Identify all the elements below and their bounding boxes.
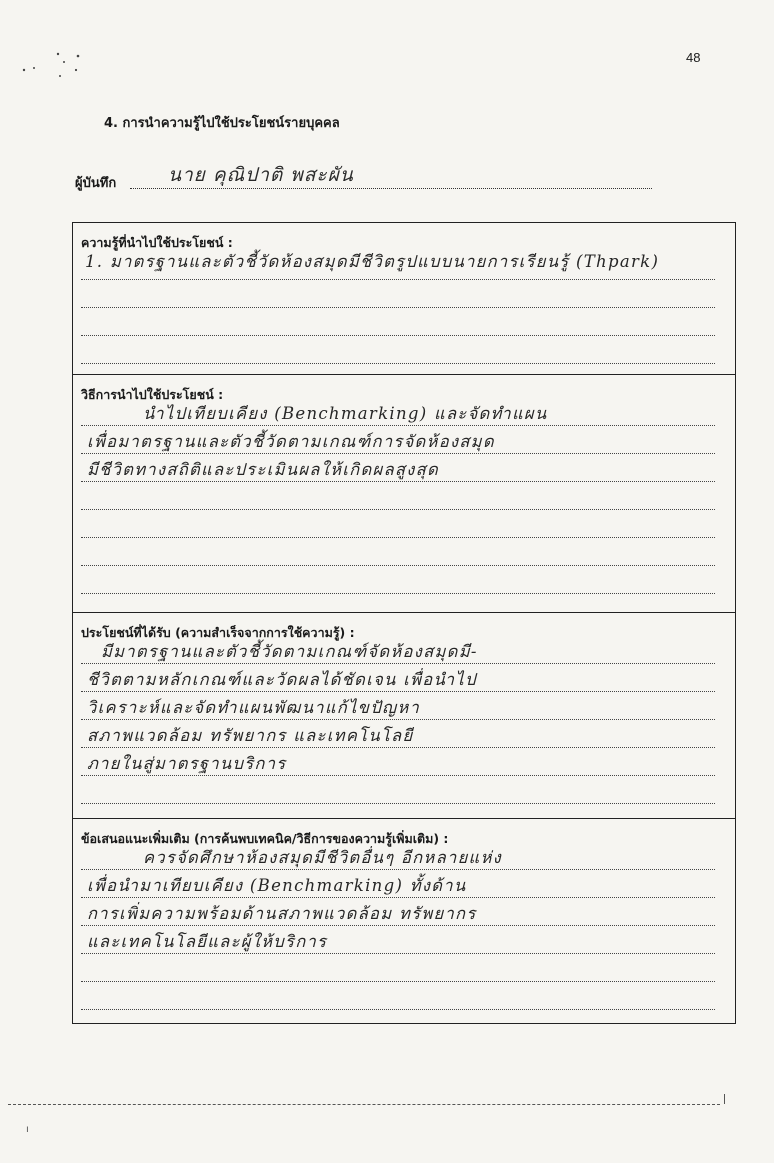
suggestions-handwriting-line: การเพิ่มความพร้อมด้านสภาพแวดล้อม ทรัพยากร — [87, 904, 477, 923]
suggestions-handwriting-line: เพื่อนำมาเทียบเคียง (Benchmarking) ทั้งด้าน — [87, 876, 467, 895]
dotted-line — [81, 593, 715, 594]
suggestions-handwriting-line: และเทคโนโลยีและผู้ให้บริการ — [87, 932, 328, 951]
knowledge-used-section — [73, 223, 735, 375]
application-method-handwriting-line: นำไปเทียบเคียง (Benchmarking) และจัดทำแผน — [143, 404, 548, 423]
dotted-line — [81, 335, 715, 336]
application-method-handwriting-line: เพื่อมาตรฐานและตัวชี้วัดตามเกณฑ์การจัดห้องสมุด — [87, 432, 495, 451]
knowledge-used-title: ความรู้ที่นำไปใช้ประโยชน์ : — [81, 235, 233, 250]
recorder-name-handwriting: นาย คุณิปาติ พสะผัน — [168, 164, 354, 186]
dotted-line — [81, 279, 715, 280]
benefits-handwriting-line: ภายในสู่มาตรฐานบริการ — [87, 754, 287, 773]
recorder-label: ผู้บันทึก — [75, 176, 117, 191]
section-heading: 4. การนำความรู้ไปใช้ประโยชน์รายบุคคล — [104, 116, 340, 131]
application-method-section — [73, 375, 735, 613]
application-method-handwriting-line: มีชีวิตทางสถิติและประเมินผลให้เกิดผลสูงสุด — [87, 460, 439, 479]
suggestions-handwriting-line: ควรจัดศึกษาห้องสมุดมีชีวิตอื่นๆ อีกหลายแห่ง — [143, 848, 502, 867]
knowledge-used-handwriting: 1. มาตรฐานและตัวชี้วัดห้องสมุดมีชีวิตรูปแบบนายการเรียนรู้ (Thpark) — [85, 252, 660, 271]
corner-mark — [712, 1094, 725, 1104]
scan-specks — [20, 48, 90, 92]
benefits-handwriting-line: สภาพแวดล้อม ทรัพยากร และเทคโนโลยี — [87, 726, 414, 745]
benefits-handwriting-line: ชีวิตตามหลักเกณฑ์และวัดผลได้ชัดเจน เพื่อนำไป — [87, 670, 477, 689]
page-number: 48 — [686, 50, 701, 65]
dotted-line — [81, 509, 715, 510]
dotted-line — [81, 565, 715, 566]
dotted-line — [81, 981, 715, 982]
benefits-handwriting-line: วิเคราะห์และจัดทำแผนพัฒนาแก้ไขปัญหา — [87, 698, 421, 717]
suggestions-title: ข้อเสนอแนะเพิ่มเติม (การค้นพบเทคนิค/วิธีการของความรู้เพิ่มเติม) : — [81, 831, 449, 846]
knowledge-form — [72, 222, 736, 1024]
application-method-title: วิธีการนำไปใช้ประโยชน์ : — [81, 387, 224, 402]
dotted-line — [81, 1009, 715, 1010]
dotted-line — [81, 363, 715, 364]
page-bottom-rule — [8, 1104, 720, 1105]
benefits-title: ประโยชน์ที่ได้รับ (ความสำเร็จจากการใช้ความรู้) : — [81, 625, 355, 640]
suggestions-section — [73, 819, 735, 1025]
dotted-line — [81, 307, 715, 308]
dotted-line — [81, 537, 715, 538]
scan-mark: ı — [26, 1124, 29, 1135]
benefits-section — [73, 613, 735, 819]
benefits-handwriting-line: มีมาตรฐานและตัวชี้วัดตามเกณฑ์จัดห้องสมุดมี- — [101, 642, 478, 661]
dotted-line — [81, 803, 715, 804]
